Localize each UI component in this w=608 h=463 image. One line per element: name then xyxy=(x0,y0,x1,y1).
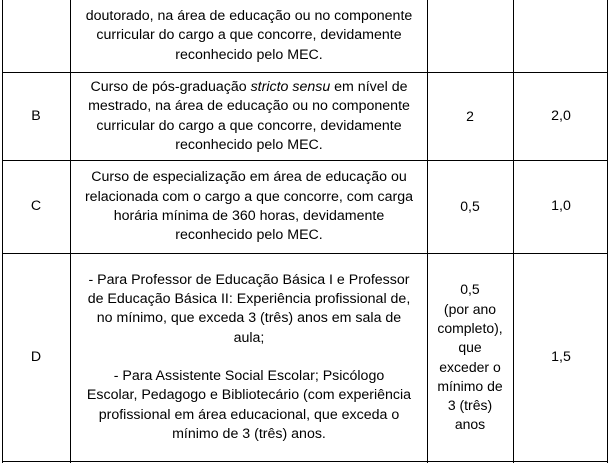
description-line: curricular do cargo a que concorre, devidamente xyxy=(96,27,402,44)
points-line: mínimo de xyxy=(437,377,503,394)
points-line: 0,5 xyxy=(460,281,480,298)
points-line: 3 (três) xyxy=(447,397,493,414)
description-line: no mínimo, que exceda 3 (três) anos em sala de xyxy=(96,310,402,327)
description-line: - Para Assistente Social Escolar; Psicólogo xyxy=(113,368,385,384)
table-row-description xyxy=(72,73,426,160)
table-row-points xyxy=(428,0,512,72)
description-line: mínimo de 3 (três) anos. xyxy=(172,425,326,442)
table-row-max: 2,0 xyxy=(551,107,571,124)
italic-term: stricto sensu xyxy=(250,78,331,95)
points-value: 2 xyxy=(466,107,474,124)
table-row-points xyxy=(428,73,512,160)
table-row-max: 1,5 xyxy=(551,348,571,365)
table-row-letter xyxy=(2,0,70,72)
table-border-bottom xyxy=(2,461,608,462)
description-line: Curso de especialização em área de educação ou xyxy=(91,169,407,186)
description-line: curricular do cargo a que concorre, devidamente xyxy=(96,117,402,134)
description-line: doutorado, na área de educação ou no componente xyxy=(85,8,413,25)
table-row-description xyxy=(72,254,426,461)
description-line: - Para Professor de Educação Básica I e Professor xyxy=(88,271,410,288)
table-row-description xyxy=(72,161,426,253)
column-divider xyxy=(70,0,71,463)
points-line: exceder o xyxy=(439,358,501,375)
description-line: profissional em área educacional, que exceda o xyxy=(98,406,400,423)
table-row-max xyxy=(514,0,608,72)
description-line: horária mínima de 360 horas, devidamente xyxy=(113,208,385,224)
table-row-description xyxy=(72,4,426,68)
description-line: de Educação Básica II: Experiência profissional de, xyxy=(87,291,411,308)
description-line: mestrado, na área de educação ou no componente xyxy=(88,98,410,115)
table-row-letter: D xyxy=(30,348,42,365)
description-line: reconhecido pelo MEC. xyxy=(175,46,323,63)
table-row-letter: C xyxy=(30,198,42,215)
description-line: Curso de pós-graduação stricto sensu em nível de xyxy=(90,78,408,95)
points-line: anos xyxy=(454,416,486,433)
points-line: completo), xyxy=(437,319,503,336)
description-line: Escolar, Pedagogo e Bibliotecário (com experiência xyxy=(86,387,412,404)
description-line: reconhecido pelo MEC. xyxy=(175,136,323,153)
table-row-points xyxy=(428,254,512,461)
description-line: reconhecido pelo MEC. xyxy=(175,227,323,244)
description-line: aula; xyxy=(233,329,265,346)
points-line: (por ano xyxy=(443,300,497,317)
points-line: que xyxy=(458,339,482,356)
table-row-points xyxy=(428,161,512,253)
table-row-letter: B xyxy=(31,107,41,124)
description-line: relacionada com o cargo a que concorre, com carga xyxy=(84,188,414,205)
points-value: 0,5 xyxy=(460,198,480,215)
table-row-max: 1,0 xyxy=(551,198,571,215)
paragraph-gap xyxy=(87,348,411,367)
